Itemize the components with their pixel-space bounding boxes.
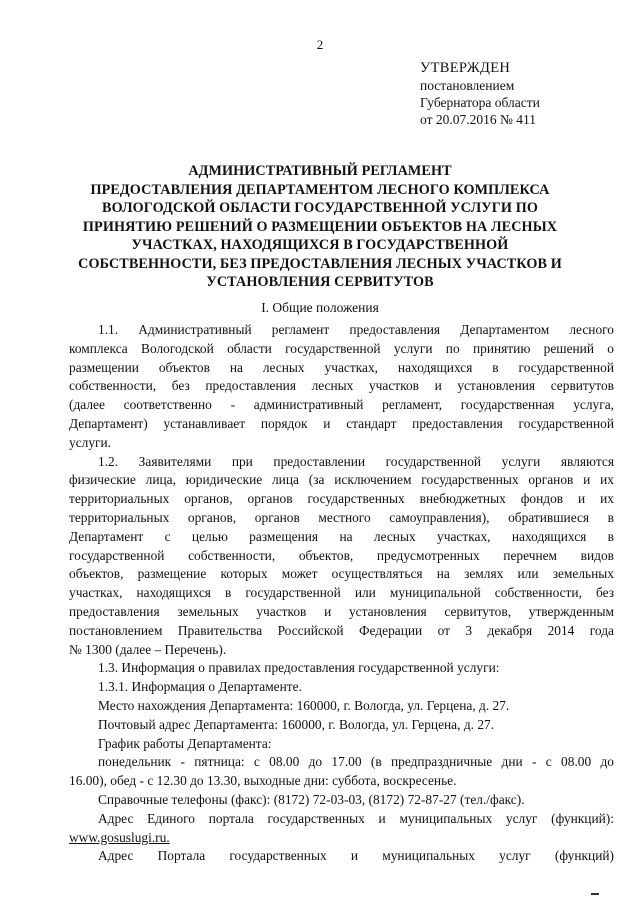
body-line: участках, находящихся в государственной или муниципальной собственности, без [69,585,614,601]
scan-mark [591,893,599,895]
body-line: предоставления земельных участков и установления сервитутов, утвержденным [69,603,614,619]
body-line: 1.3.1. Информация о Департаменте. [98,679,302,695]
portal-link[interactable]: www.gosuslugi.ru. [69,829,170,845]
title-line: УСТАНОВЛЕНИЯ СЕРВИТУТОВ [206,274,434,290]
body-line: Департамент) устанавливает порядок и стандарт предоставления государственной [69,415,614,431]
body-line: размещении объектов на лесных участках, находящихся в государственной [69,359,614,375]
approval-line: Губернатора области [420,95,540,110]
title-line: ВОЛОГОДСКОЙ ОБЛАСТИ ГОСУДАРСТВЕННОЙ УСЛУГИ ПО [102,200,538,216]
title-line: ПРИНЯТИЮ РЕШЕНИЙ О РАЗМЕЩЕНИИ ОБЪЕКТОВ НА ЛЕСНЫХ [82,218,558,235]
body-line: 16.00), обед - с 12.30 до 13.30, выходные дни: суббота, воскресенье. [69,773,457,789]
section-heading: I. Общие положения [261,300,379,315]
body-line: 1.2. Заявителями при предоставлении государственной услуги являются [98,453,614,469]
document-title [60,162,580,292]
body-line: понедельник - пятница: с 08.00 до 17.00 (в предпраздничные дни - с 08.00 до [98,754,614,770]
body-line: постановлением Правительства Российской Федерации от 3 декабря 2014 года [69,622,614,638]
title-line: УЧАСТКАХ, НАХОДЯЩИХСЯ В ГОСУДАРСТВЕННОЙ [131,237,509,253]
body-line: территориальных органов, органов местного самоуправления), обратившиеся в [69,509,614,525]
body-line: Справочные телефоны (факс): (8172) 72-03-03, (8172) 72-87-27 (тел./факс). [98,791,525,807]
body-line: № 1300 (далее – Перечень). [69,641,227,657]
body-line: Место нахождения Департамента: 160000, г. Вологда, ул. Герцена, д. 27. [98,697,510,713]
body-line: (далее соответственно - административный регламент, государственная услуга, [69,397,614,413]
body-line: услуги. [69,434,112,450]
body-line: объектов, размещение которых может осуществляться на землях или земельных [69,566,614,582]
body-line: физические лица, юридические лица (за исключением государственных органов и их [69,472,614,488]
approval-block [420,60,540,128]
body-line: Почтовый адрес Департамента: 160000, г. Вологда, ул. Герцена, д. 27. [98,716,495,732]
body-line: территориальных органов, органов государственных внебюджетных фондов и их [69,491,614,507]
approval-date-number: от 20.07.2016 № 411 [420,112,536,127]
body-line: 1.3. Информация о правилах предоставления государственной услуги: [98,660,500,676]
body-line: Адрес Единого портала государственных и муниципальных услуг (функций): [98,810,614,826]
body-line: государственной собственности, объектов, предусмотренных перечнем видов [69,547,614,563]
body-line: График работы Департамента: [98,735,272,751]
title-line: СОБСТВЕННОСТИ, БЕЗ ПРЕДОСТАВЛЕНИЯ ЛЕСНЫХ УЧАСТКОВ И [78,255,562,272]
body-line: собственности, без предоставления лесных участков и установления сервитутов [69,378,614,394]
body-line: Департамент с целью размещения на лесных участках, находящихся в [69,528,614,544]
approval-heading: УТВЕРЖДЕН [420,60,511,76]
body-line: Адрес Портала государственных и муниципальных услуг (функций) [98,848,614,864]
page-number: 2 [316,37,324,52]
title-line: ПРЕДОСТАВЛЕНИЯ ДЕПАРТАМЕНТОМ ЛЕСНОГО КОМПЛЕКСА [90,181,550,198]
title-line: АДМИНИСТРАТИВНЫЙ РЕГЛАМЕНТ [188,163,452,179]
body-line: 1.1. Административный регламент предоставления Департаментом лесного [98,322,614,337]
body-line: комплекса Вологодской области государственной услуги по принятию решений о [69,340,614,356]
approval-line: постановлением [420,78,515,93]
document-body [69,321,614,866]
